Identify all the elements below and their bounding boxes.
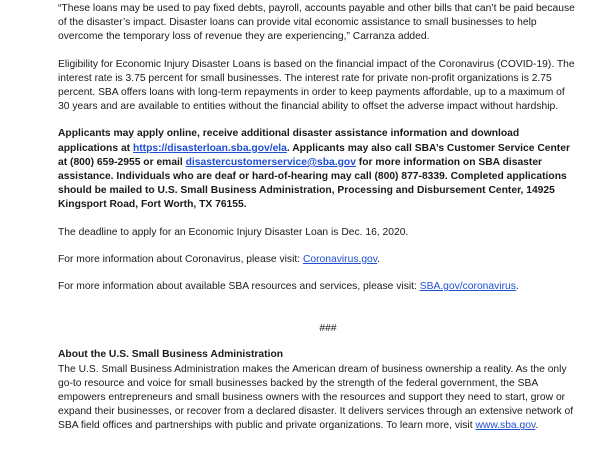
sba-resources-end: . (515, 281, 519, 293)
eligibility-paragraph (58, 58, 578, 115)
sba-coronavirus-link[interactable]: SBA.gov/coronavirus (419, 281, 516, 293)
about-paragraph (58, 363, 578, 434)
apply-text-part1: Applicants may apply online, receive additional disaster assistance information and download applications at (58, 128, 520, 154)
sba-resources-text: For more information about available SBA resources and services, please visit: (58, 281, 420, 293)
apply-paragraph (58, 127, 578, 212)
section-separator: ### (319, 323, 337, 335)
disasterloan-link[interactable]: https://disasterloan.sba.gov/ela (132, 142, 287, 154)
deadline-paragraph (58, 226, 578, 240)
quote-paragraph (58, 2, 578, 45)
about-text: The U.S. Small Business Administration makes the American dream of business ownership a reality. As the only go-to resource and voice for small businesses backed by the strength of the federal government, the SBA empowers entrepreneurs and small business owners with the resources and support they need to start, grow or expand their businesses, or recover from a declared disaster. It delivers services through an extensive network of SBA field offices and partnerships with public and private organizations. To learn more, visit (58, 363, 574, 432)
customer-service-email-link[interactable]: disastercustomerservice@sba.gov (185, 156, 356, 168)
coronavirus-info-text: For more information about Coronavirus, please visit: (58, 253, 303, 265)
apply-text-part2: . Applicants may also call SBA’s Customer Service Center at (800) 659-2955 or email (58, 142, 570, 168)
coronavirus-info-end: . (377, 253, 381, 265)
press-release-page (58, 2, 578, 434)
apply-text-part3: for more information on SBA disaster assistance. Individuals who are deaf or hard-of-hearing may call (800) 877-8339. Completed applications should be mailed to U.S. Small Business Administration, Processing and Disbursement Center, 14925 Kingsport Road, Fort Worth, TX 76155. (58, 156, 567, 211)
coronavirus-gov-link[interactable]: Coronavirus.gov (302, 253, 378, 265)
coronavirus-info-paragraph (58, 253, 578, 267)
sba-gov-link[interactable]: www.sba.gov (475, 420, 536, 432)
sba-resources-paragraph (58, 280, 578, 294)
deadline-text: The deadline to apply for an Economic Injury Disaster Loan is Dec. 16, 2020. (58, 226, 409, 238)
about-end: . (535, 420, 539, 432)
about-title: About the U.S. Small Business Administration (58, 349, 284, 361)
quote-text: “These loans may be used to pay fixed debts, payroll, accounts payable and other bills that can’t be paid because of the disaster’s impact. Disaster loans can provide vital economic assistance to small businesses to help overcome the temporary loss of revenue they are experiencing,” Carranza added. (58, 3, 575, 43)
eligibility-text: Eligibility for Economic Injury Disaster Loans is based on the financial impact of the Coronavirus (COVID-19). The interest rate is 3.75 percent for small businesses. The interest rate for private non-profit organizations is 2.75 percent. SBA offers loans with long-term repayments in order to keep payments affordable, up to a maximum of 30 years and are available to entities without the financial ability to offset the adverse impact without hardship. (58, 58, 575, 113)
